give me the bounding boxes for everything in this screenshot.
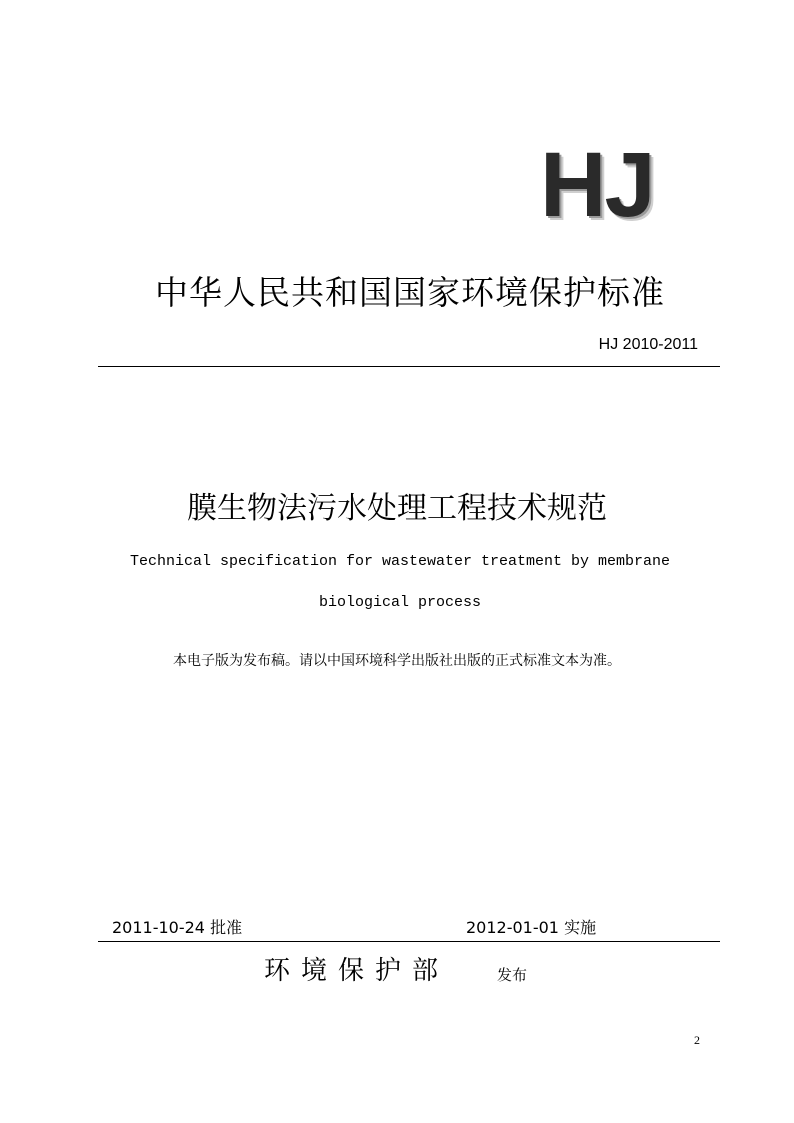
electronic-version-note: 本电子版为发布稿。请以中国环境科学出版社出版的正式标准文本为准。 — [173, 653, 621, 669]
approval-date: 2011-10-24 批准 — [112, 918, 243, 937]
bottom-divider — [98, 941, 720, 942]
publish-label: 发布 — [497, 966, 528, 984]
publisher-name: 环境保护部 — [264, 956, 450, 986]
standard-name: 中华人民共和国国家环境保护标准 — [155, 273, 665, 312]
standard-code: HJ 2010-2011 — [598, 336, 698, 353]
document-title-chinese: 膜生物法污水处理工程技术规范 — [187, 491, 607, 526]
hj-logo: HJ — [540, 134, 654, 236]
page-number: 2 — [694, 1033, 700, 1047]
effective-date: 2012-01-01 实施 — [466, 918, 597, 937]
top-divider — [98, 366, 720, 367]
document-title-english-line1: Technical specification for wastewater treatment by membrane — [129, 553, 671, 570]
document-title-english-line2: biological process — [318, 594, 482, 611]
